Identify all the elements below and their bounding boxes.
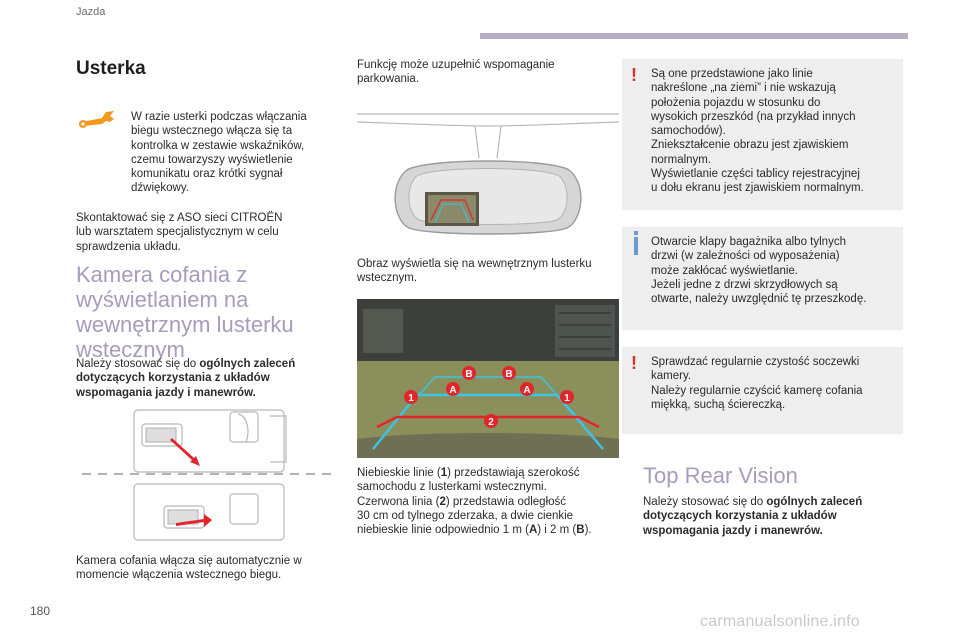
header-rule bbox=[480, 33, 908, 39]
guide-label-30cm: 2 bbox=[488, 417, 494, 428]
guide-label-2m: B bbox=[465, 369, 473, 380]
section-label: Jazda bbox=[76, 6, 106, 18]
guide-lines-text: Niebieskie linie (1) przedstawiają szerokość samochodu z lusterkami wstecznymi. Czerwona linia (2) przedstawia odległość 30 cm od tylnego zderzaka, a dwie cienkie niebieskie linie odpowiednio 1 m (A) i 2 m (B). bbox=[357, 467, 592, 537]
camera-section-title: Kamera cofania z wyświetlaniem na wewnętrznym lusterku wstecznym bbox=[76, 262, 294, 362]
note-ground-lines-text: Są one przedstawione jako linie nakreślone „na ziemi” i nie wskazują położenia pojazdu w stosunku do wysokich przeszkód (na przykład innych samochodów). Zniekształcenie obrazu jest zjawiskiem normalnym. Wyświetlanie części tablicy rejestracyjnej u dołu ekranu jest zjawiskiem normalnym. bbox=[651, 68, 864, 195]
note-ground-lines bbox=[622, 59, 903, 210]
note-tailgate-text: Otwarcie klapy bagażnika albo tylnych drzwi (w zależności od wyposażenia) może zakłócać wyświetlanie. Jeżeli jedne z drzwi skrzydłowych są otwarte, należy uwzględnić tę przeszkodę. bbox=[651, 236, 867, 306]
fault-contact-text: Skontaktować się z ASO sieci CITROËN lub warsztatem specjalistycznym w celu sprawdzenia układu. bbox=[76, 212, 283, 253]
page-number: 180 bbox=[30, 604, 51, 618]
interior-mirror-illustration bbox=[357, 100, 619, 240]
guide-label-width: 1 bbox=[564, 393, 570, 404]
wrench-warning-icon bbox=[76, 106, 118, 132]
camera-auto-text: Kamera cofania włącza się automatycznie w momencie włączenia wstecznego biegu. bbox=[76, 555, 302, 582]
top-rear-vision-intro: Należy stosować się do ogólnych zaleceń dotyczących korzystania z układów wspomagania jazdy i manewrów. bbox=[643, 496, 863, 537]
watermark: carmanualsonline.info bbox=[700, 613, 860, 630]
guide-label-width: 1 bbox=[408, 393, 414, 404]
info-icon bbox=[634, 237, 638, 255]
note-tailgate bbox=[622, 227, 903, 330]
camera-intro-text: Należy stosować się do ogólnych zaleceń dotyczących korzystania z układów wspomagania jazdy i manewrów. bbox=[76, 358, 296, 399]
fault-title: Usterka bbox=[76, 58, 146, 79]
guide-label-1m: A bbox=[449, 385, 457, 396]
mirror-display-text: Obraz wyświetla się na wewnętrznym lusterku wstecznym. bbox=[357, 258, 592, 285]
exclamation-icon: ! bbox=[631, 65, 637, 85]
fault-warning-text: W razie usterki podczas włączania biegu wstecznego włącza się ta kontrolka w zestawie wskaźników, czemu towarzyszy wyświetlenie komunikatu oraz krótki sygnał dźwiękowy. bbox=[131, 111, 307, 195]
exclamation-icon: ! bbox=[631, 353, 637, 373]
guide-label-2m: B bbox=[505, 369, 513, 380]
rear-camera-location-illustration bbox=[80, 402, 338, 550]
guide-label-1m: A bbox=[523, 385, 531, 396]
parking-assist-text: Funkcję może uzupełnić wspomaganie parkowania. bbox=[357, 59, 555, 86]
camera-view-image bbox=[357, 299, 619, 458]
note-lens-cleaning-text: Sprawdzać regularnie czystość soczewki kamery. Należy regularnie czyścić kamerę cofania miękką, suchą ściereczką. bbox=[651, 356, 863, 411]
top-rear-vision-title: Top Rear Vision bbox=[643, 463, 798, 488]
note-lens-cleaning bbox=[622, 347, 903, 434]
